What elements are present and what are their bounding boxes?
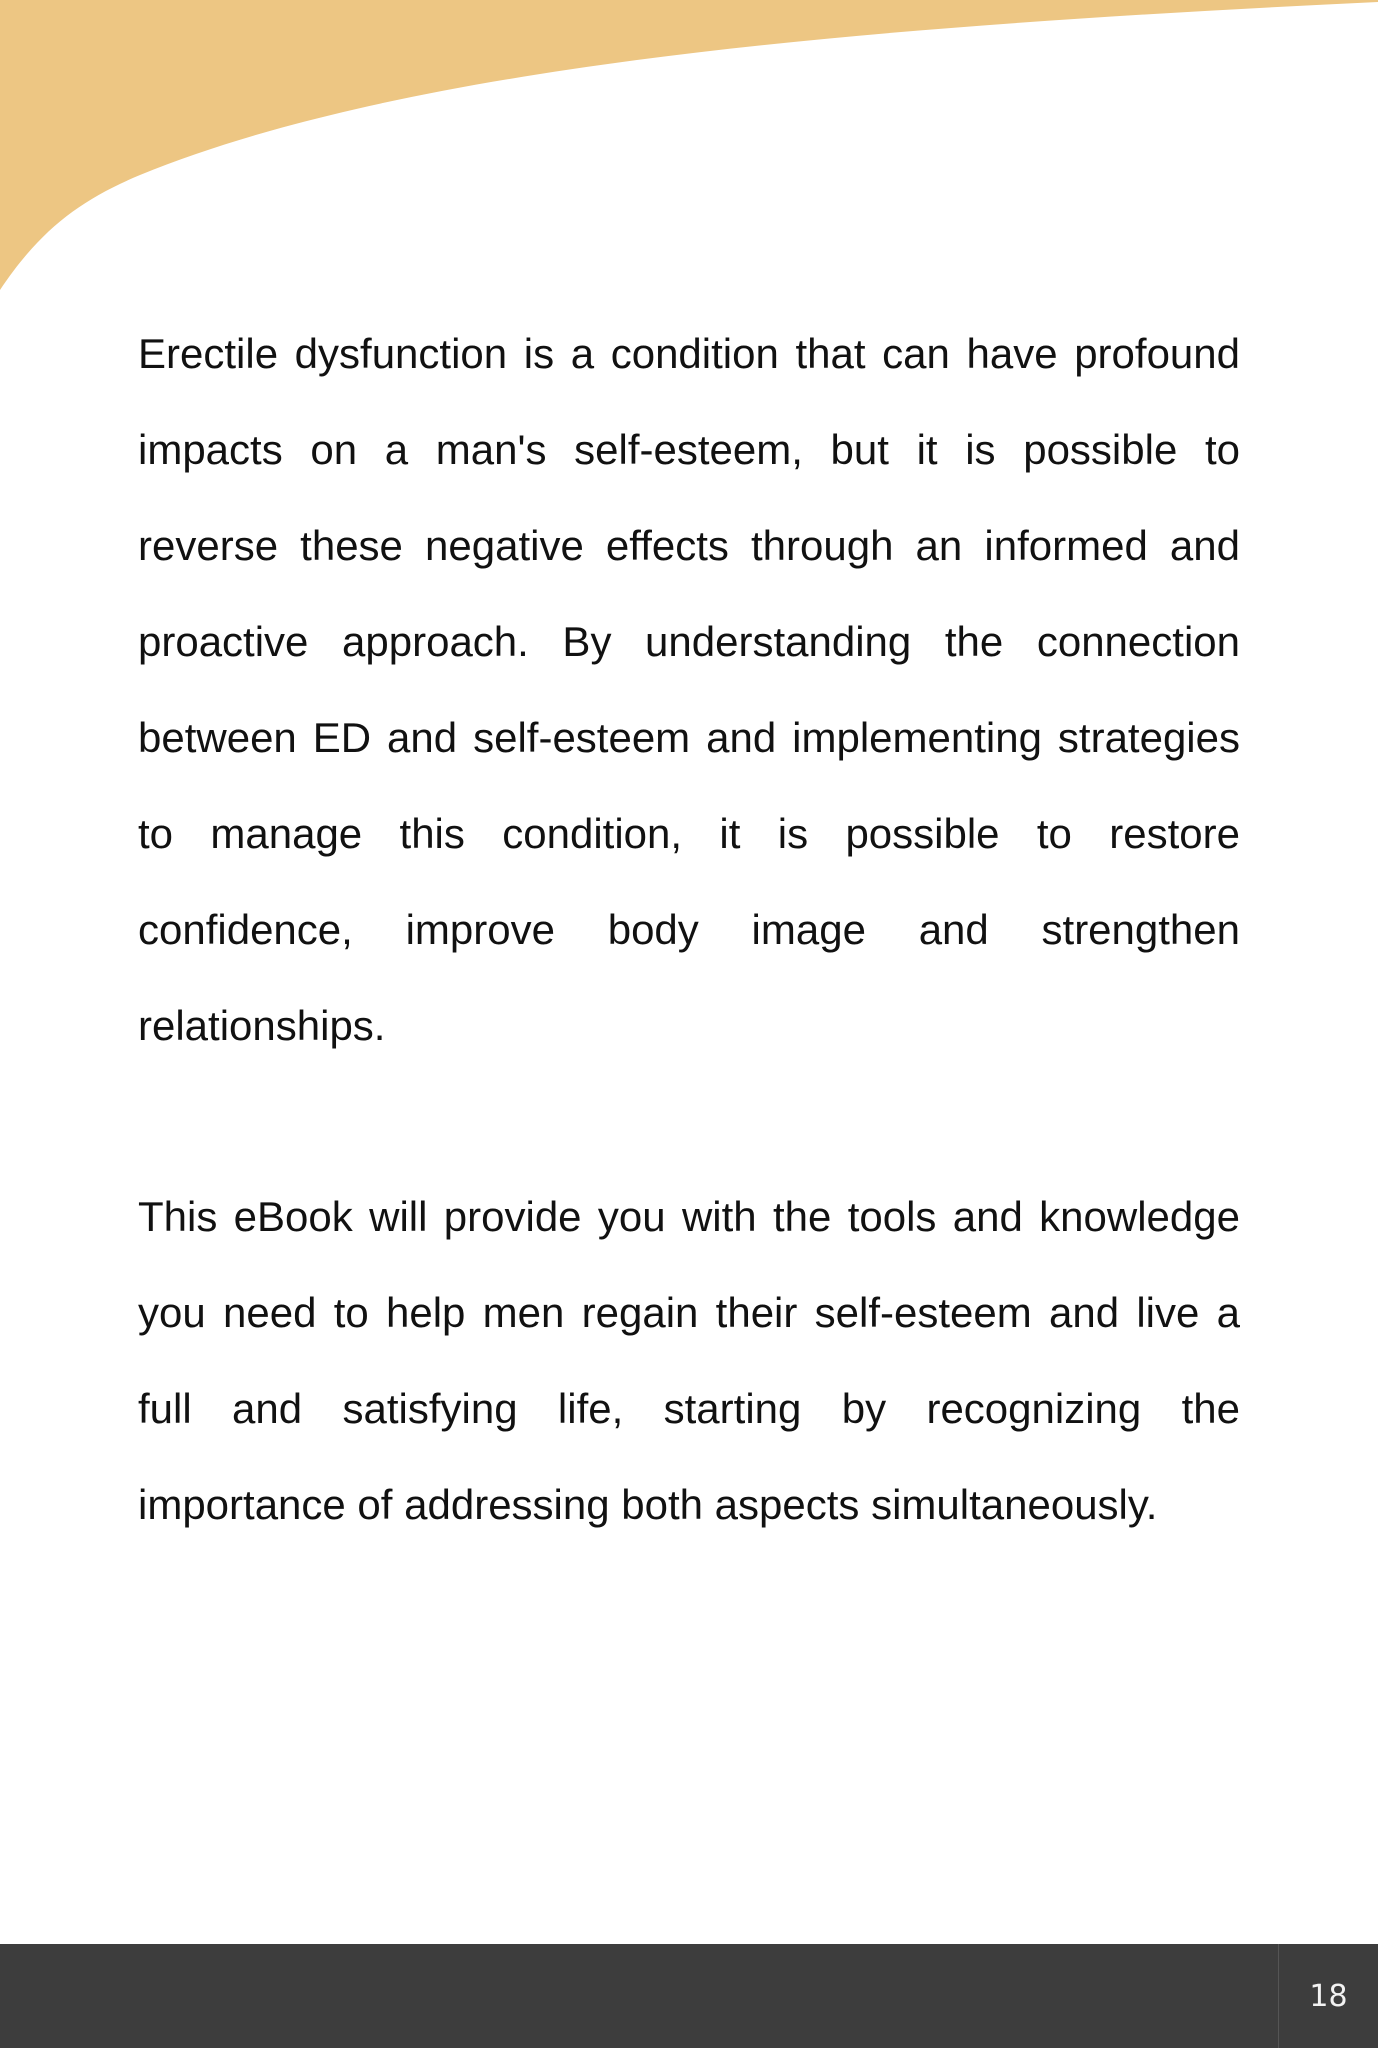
decorative-header-swoosh <box>0 0 1378 300</box>
page-content <box>138 306 1240 1553</box>
body-paragraph: This eBook will provide you with the tools and knowledge you need to help men regain their self-esteem and live a full and satisfying life, starting by recognizing the importance of addressing both aspects simultaneously. <box>138 1193 1240 1528</box>
body-paragraph: Erectile dysfunction is a condition that can have profound impacts on a man's self-esteem, but it is possible to reverse these negative effects through an informed and proactive approach. By understanding the connection between ED and self-esteem and implementing strategies to manage this condition, it is possible to restore confidence, improve body image and strengthen relationships. <box>138 330 1240 1049</box>
page-number: 18 <box>1278 1944 1378 2048</box>
footer-bar <box>0 1944 1378 2048</box>
